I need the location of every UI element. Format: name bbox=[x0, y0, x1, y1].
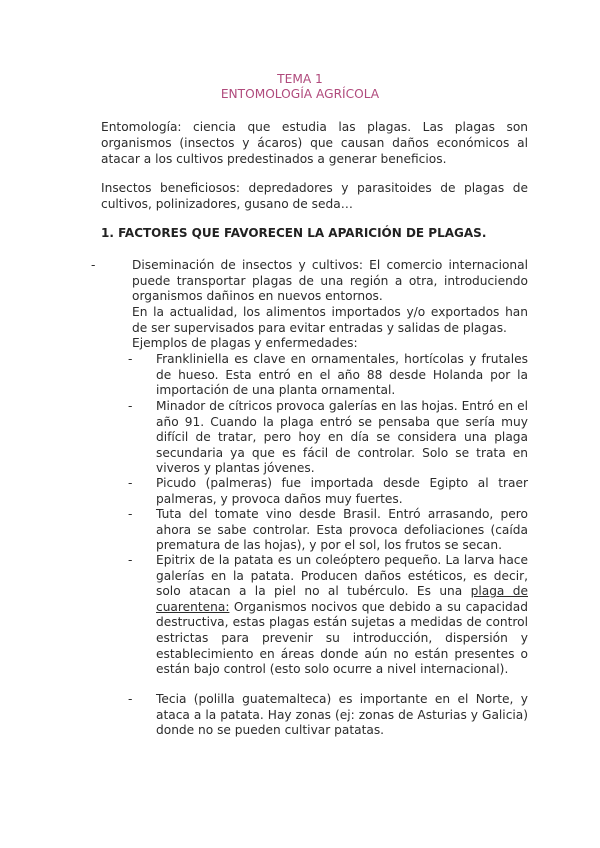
dissemination-paragraph: Diseminación de insectos y cultivos: El comercio internacional puede transportar plagas de una región a otra, introduciendo organismos dañinos en nuevos entornos. bbox=[132, 258, 528, 304]
example-tuta: Tuta del tomate vino desde Brasil. Entró arrasando, pero ahora se sabe controlar. Esta provoca defoliaciones (caída prematura de las hojas), y por el sol, los frutos se secan. bbox=[156, 507, 528, 553]
sub-bullet-dash: - bbox=[128, 507, 133, 521]
quarantine-term: plaga de cuarentena: bbox=[156, 584, 528, 614]
example-picudo: Picudo (palmeras) fue importada desde Egipto al traer palmeras, y provoca daños muy fuertes. bbox=[156, 476, 528, 506]
sub-bullet-dash: - bbox=[128, 476, 133, 490]
page-title: ENTOMOLOGÍA AGRÍCOLA bbox=[220, 87, 380, 101]
sub-bullet-dash: - bbox=[128, 352, 133, 366]
sub-bullet-dash: - bbox=[128, 553, 133, 567]
section-heading: 1. FACTORES QUE FAVORECEN LA APARICIÓN DE PLAGAS. bbox=[101, 226, 487, 240]
tema-label: TEMA 1 bbox=[277, 72, 323, 86]
epitrix-text: Epitrix de la patata es un coleóptero pequeño. La larva hace galerías en la patata. Producen daños estéticos, es decir, solo atacan a la piel no al tubérculo. Es una bbox=[156, 553, 528, 599]
examples-intro: Ejemplos de plagas y enfermedades: bbox=[132, 336, 358, 350]
example-tecia: Tecia (polilla guatemalteca) es importante en el Norte, y ataca a la patata. Hay zonas (ej: zonas de Asturias y Galicia) donde no se pueden cultivar patatas. bbox=[156, 692, 528, 738]
beneficial-insects-paragraph: Insectos beneficiosos: depredadores y parasitoides de plagas de cultivos, polinizadores, gusano de seda… bbox=[101, 181, 528, 211]
definition-paragraph: Entomología: ciencia que estudia las plagas. Las plagas son organismos (insectos y ácaros) que causan daños económicos al atacar a los cultivos predestinados a generar beneficios. bbox=[101, 120, 528, 166]
sub-bullet-dash: - bbox=[128, 692, 133, 706]
supervision-paragraph: En la actualidad, los alimentos importados y/o exportados han de ser supervisados para evitar entradas y salidas de plagas. bbox=[132, 305, 528, 335]
bullet-dash: - bbox=[91, 258, 96, 272]
example-minador: Minador de cítricos provoca galerías en las hojas. Entró en el año 91. Cuando la plaga entró se pensaba que sería muy difícil de tratar, pero hoy en día se considera una plaga secundaria ya que es fácil de controlar. Solo se trata en viveros y plantas jóvenes. bbox=[156, 399, 528, 476]
example-epitrix bbox=[156, 553, 528, 678]
example-frankliniella: Frankliniella es clave en ornamentales, hortícolas y frutales de hueso. Esta entró en el año 88 desde Holanda por la importación de una planta ornamental. bbox=[156, 352, 528, 398]
quarantine-definition: Organismos nocivos que debido a su capacidad destructiva, estas plagas están sujetas a medidas de control estrictas para prevenir su introducción, dispersión y establecimiento en áreas donde aún no están presentes o están bajo control (esto solo ocurre a nivel internacional). bbox=[156, 599, 528, 677]
sub-bullet-dash: - bbox=[128, 399, 133, 413]
